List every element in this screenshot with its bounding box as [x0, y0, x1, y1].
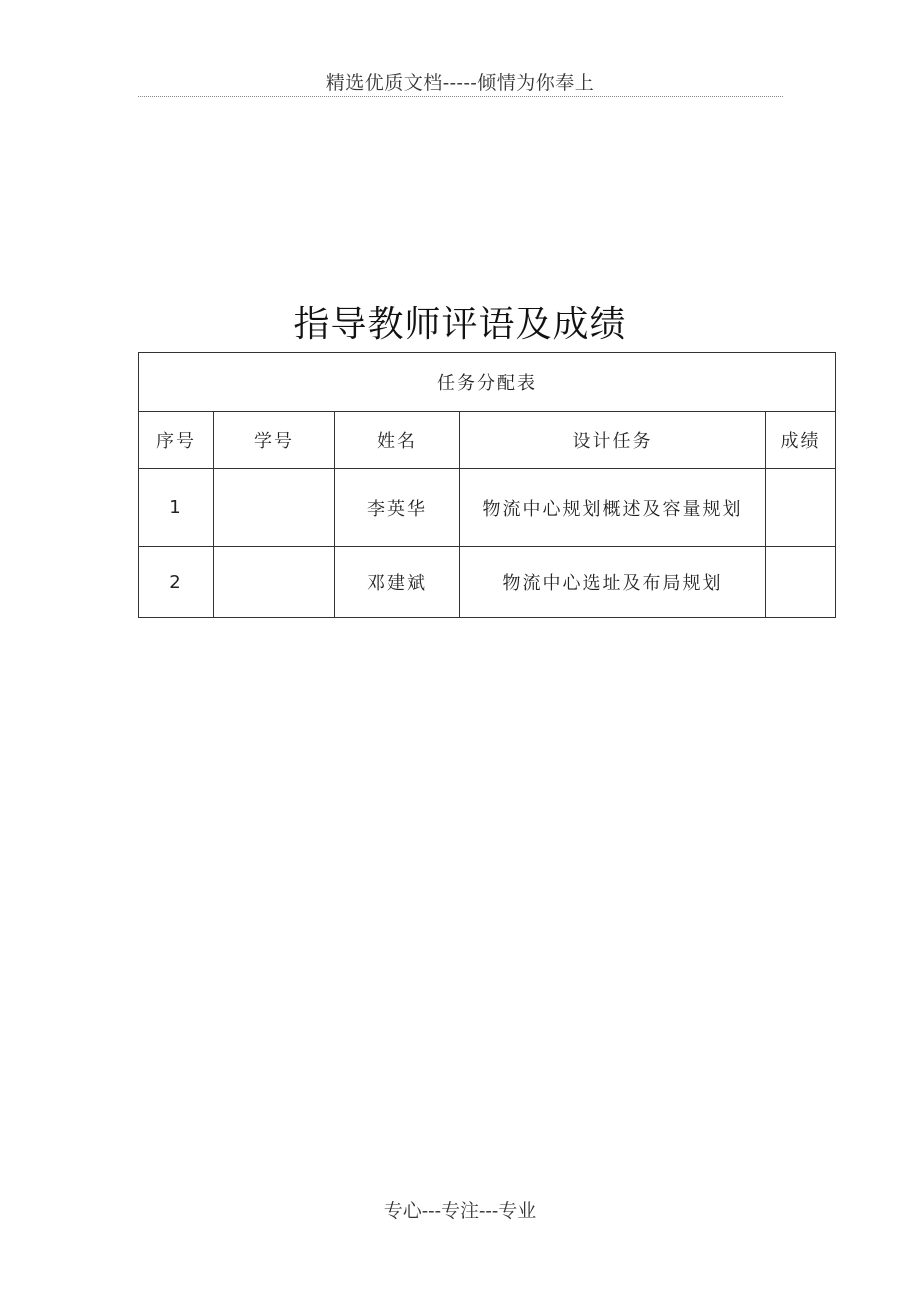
page-footer-text: 专心---专注---专业 [383, 1200, 537, 1222]
cell-task: 物流中心选址及布局规划 [460, 547, 766, 618]
column-header-index: 序号 [139, 412, 214, 469]
table-header-row [139, 412, 836, 469]
cell-index: 1 [139, 469, 214, 547]
page-title: 指导教师评语及成绩 [293, 304, 627, 345]
cell-grade [766, 469, 836, 547]
header-divider [138, 96, 783, 97]
cell-name: 李英华 [335, 469, 460, 547]
column-header-name: 姓名 [335, 412, 460, 469]
cell-grade [766, 547, 836, 618]
column-header-grade: 成绩 [766, 412, 836, 469]
column-header-student-id: 学号 [214, 412, 335, 469]
task-allocation-table [138, 352, 836, 618]
table-caption-row [139, 353, 836, 412]
cell-student-id [214, 469, 335, 547]
cell-task: 物流中心规划概述及容量规划 [460, 469, 766, 547]
column-header-task: 设计任务 [460, 412, 766, 469]
cell-index: 2 [139, 547, 214, 618]
cell-student-id [214, 547, 335, 618]
table-caption: 任务分配表 [139, 353, 836, 412]
table-row [139, 469, 836, 547]
page-header-text: 精选优质文档-----倾情为你奉上 [325, 72, 595, 94]
table-row [139, 547, 836, 618]
cell-name: 邓建斌 [335, 547, 460, 618]
